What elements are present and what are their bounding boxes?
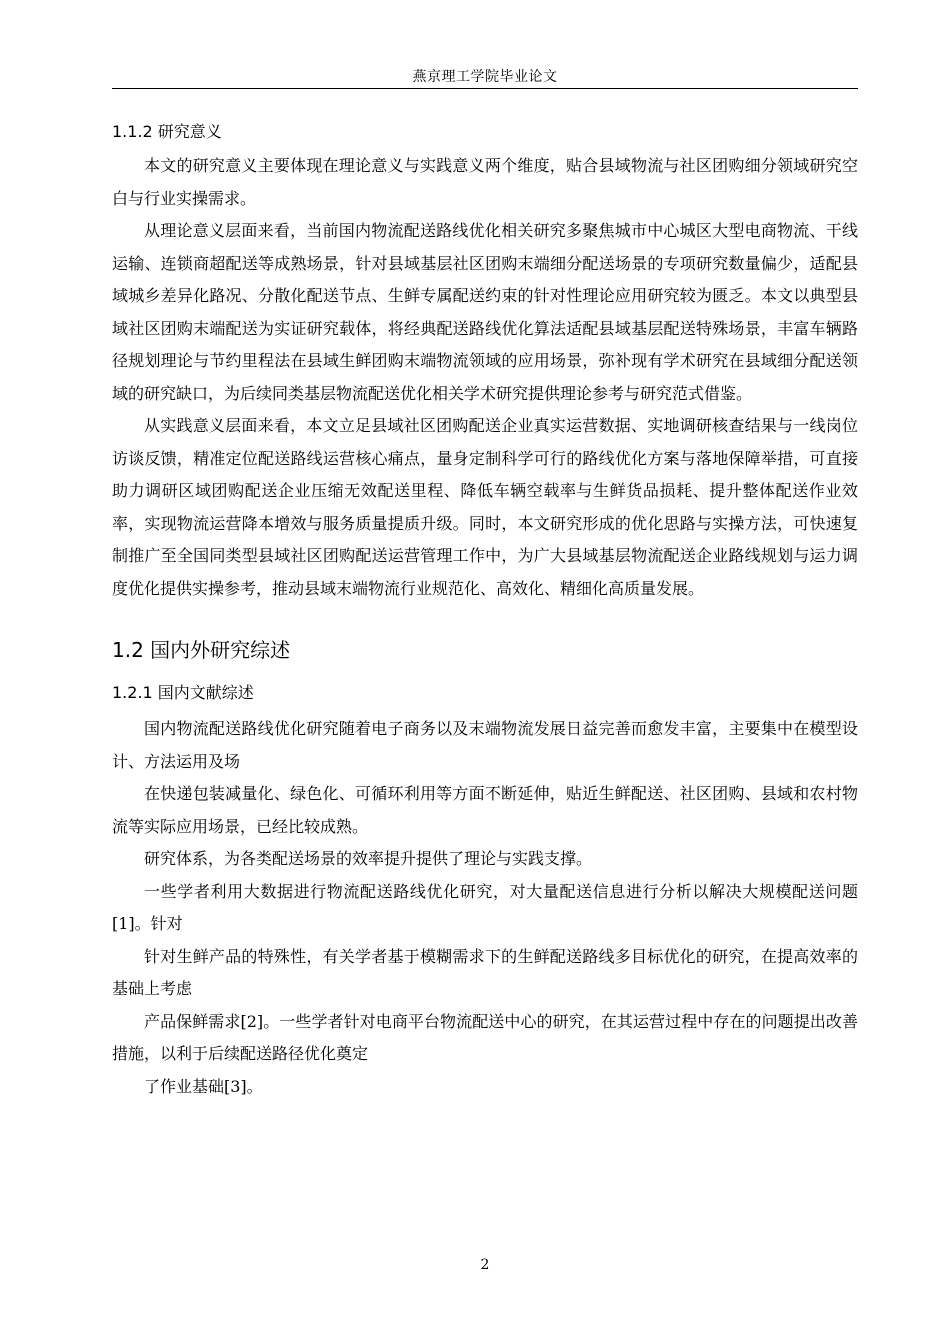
paragraph: 从理论意义层面来看，当前国内物流配送路线优化相关研究多聚焦城市中心城区大型电商物流、干线运输、连锁商超配送等成熟场景，针对县域基层社区团购末端细分配送场景的专项研究数量偏少，适配县域城乡差异化路况、分散化配送节点、生鲜专属配送约束的针对性理论应用研究较为匮乏。本文以典型县域社区团购末端配送为实证研究载体，将经典配送路线优化算法适配县域基层配送特殊场景，丰富车辆路径规划理论与节约里程法在县域生鲜团购末端物流领域的应用场景，弥补现有学术研究在县域细分配送领域的研究缺口，为后续同类基层物流配送优化相关学术研究提供理论参考与研究范式借鉴。 xyxy=(112,221,858,403)
paragraph: 从实践意义层面来看，本文立足县域社区团购配送企业真实运营数据、实地调研核查结果与一线岗位访谈反馈，精准定位配送路线运营核心痛点，量身定制科学可行的路线优化方案与落地保障举措，可直接助力调研区域团购配送企业压缩无效配送里程、降低车辆空载率与生鲜货品损耗、提升整体配送作业效率，实现物流运营降本增效与服务质量提质升级。同时，本文研究形成的优化思路与实操方法，可快速复制推广至全国同类型县域社区团购配送运营管理工作中，为广大县域基层物流配送企业路线规划与运力调度优化提供实操参考，推动县域末端物流行业规范化、高效化、精细化高质量发展。 xyxy=(112,416,858,598)
paragraph: 本文的研究意义主要体现在理论意义与实践意义两个维度，贴合县域物流与社区团购细分领域研究空白与行业实操需求。 xyxy=(112,156,858,208)
header-rule xyxy=(112,88,858,89)
section-1-1-2-heading: 1.1.2 研究意义 xyxy=(112,122,222,141)
section-1-2-1-heading: 1.2.1 国内文献综述 xyxy=(112,683,254,702)
page-content xyxy=(112,118,858,1103)
page-header-title: 燕京理工学院毕业论文 xyxy=(412,69,558,85)
paragraph: 针对生鲜产品的特殊性，有关学者基于模糊需求下的生鲜配送路线多目标优化的研究，在提高效率的基础上考虑 xyxy=(112,946,858,998)
paragraph: 研究体系，为各类配送场景的效率提升提供了理论与实践支撑。 xyxy=(144,849,593,868)
page-number: 2 xyxy=(480,1257,490,1273)
paragraph: 了作业基础[3]。 xyxy=(144,1076,263,1096)
paragraph: 一些学者利用大数据进行物流配送路线优化研究，对大量配送信息进行分析以解决大规模配送问题[1]。针对 xyxy=(112,881,858,933)
paragraph: 在快递包装减量化、绿色化、可循环利用等方面不断延伸，贴近生鲜配送、社区团购、县域和农村物流等实际应用场景，已经比较成熟。 xyxy=(112,784,858,836)
paragraph: 产品保鲜需求[2]。一些学者针对电商平台物流配送中心的研究，在其运营过程中存在的问题提出改善措施，以利于后续配送路径优化奠定 xyxy=(112,1011,858,1063)
paragraph: 国内物流配送路线优化研究随着电子商务以及末端物流发展日益完善而愈发丰富，主要集中在模型设计、方法运用及场 xyxy=(112,719,858,771)
section-1-2-heading: 1.2 国内外研究综述 xyxy=(112,638,291,662)
